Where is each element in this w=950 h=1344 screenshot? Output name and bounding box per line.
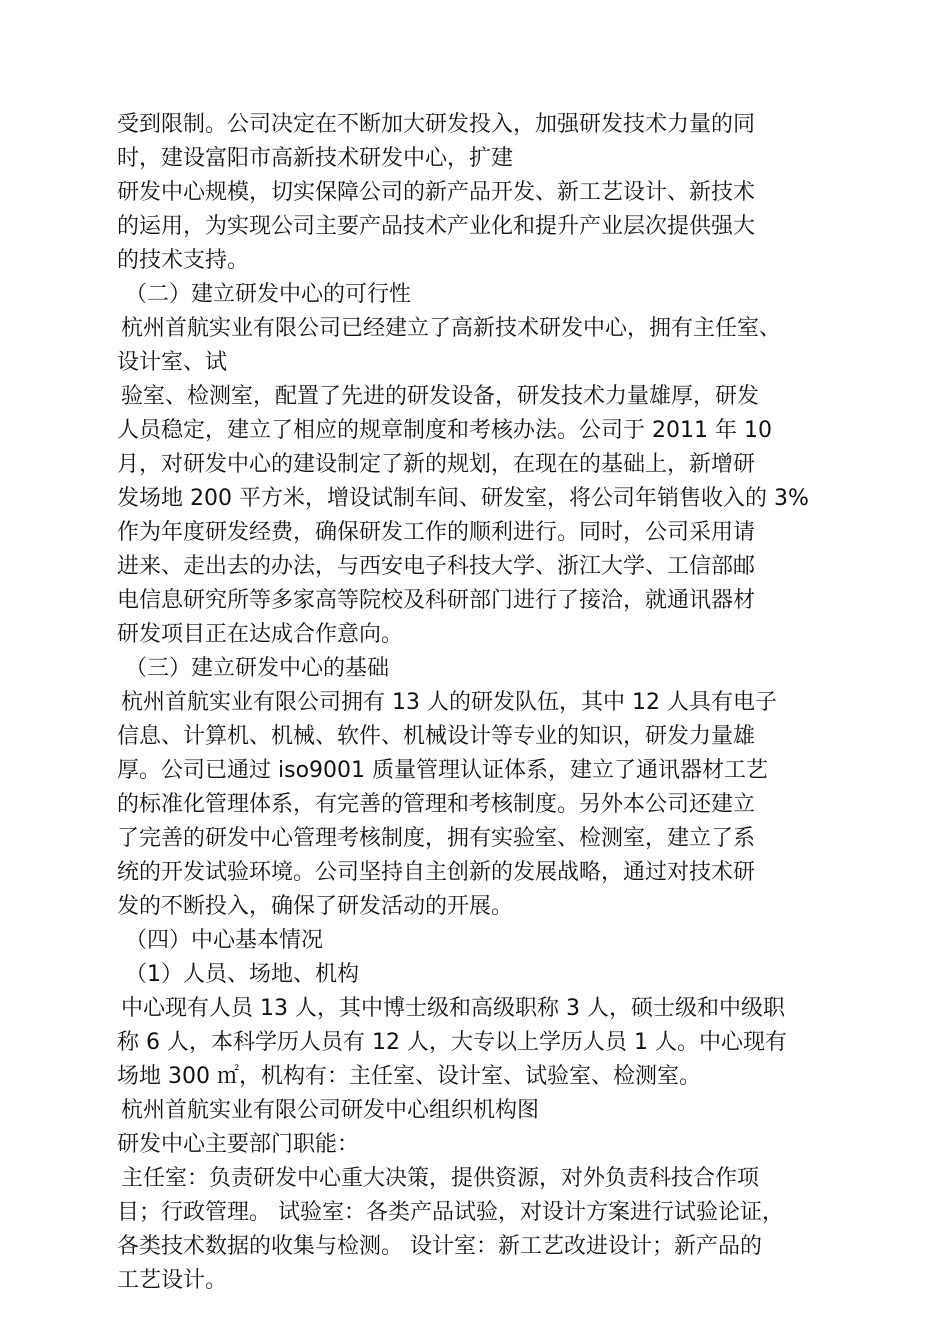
text-line: 统的开发试验环境。公司坚持自主创新的发展战略，通过对技术研 — [117, 860, 756, 885]
text-line: 设计室、试 — [117, 350, 228, 375]
text-line: 月，对研发中心的建设制定了新的规划，在现在的基础上，新增研 — [117, 452, 756, 477]
text-line: 了完善的研发中心管理考核制度，拥有实验室、检测室，建立了系 — [117, 826, 756, 851]
text-line: 人员稳定，建立了相应的规章制度和考核办法。公司于 2011 年 10 — [117, 418, 772, 443]
text-line: 进来、走出去的办法，与西安电子科技大学、浙江大学、工信部邮 — [117, 554, 756, 579]
text-line: 验室、检测室，配置了先进的研发设备，研发技术力量雄厚，研发 — [121, 384, 760, 409]
text-line: 的运用，为实现公司主要产品技术产业化和提升产业层次提供强大 — [117, 214, 756, 239]
text-line: 发的不断投入，确保了研发活动的开展。 — [117, 894, 514, 919]
text-line: 称 6 人，本科学历人员有 12 人，大专以上学历人员 1 人。中心现有 — [117, 1030, 787, 1055]
text-line: 中心现有人员 13 人，其中博士级和高级职称 3 人，硕士级和中级职 — [121, 996, 785, 1021]
text-line: 场地 300 ㎡，机构有：主任室、设计室、试验室、检测室。 — [117, 1064, 701, 1089]
section-heading: （三）建立研发中心的基础 — [125, 656, 390, 681]
text-line: 工艺设计。 — [117, 1268, 228, 1293]
text-line: 杭州首航实业有限公司研发中心组织机构图 — [121, 1098, 540, 1123]
text-line: 研发中心主要部门职能： — [117, 1132, 360, 1157]
text-line: 杭州首航实业有限公司拥有 13 人的研发队伍，其中 12 人具有电子 — [121, 690, 777, 715]
text-line: 作为年度研发经费，确保研发工作的顺利进行。同时，公司采用请 — [117, 520, 756, 545]
text-line: 发场地 200 平方米，增设试制车间、研发室，将公司年销售收入的 3% — [117, 486, 809, 511]
text-line: 杭州首航实业有限公司已经建立了高新技术研发中心，拥有主任室、 — [121, 316, 782, 341]
text-line: 的技术支持。 — [117, 248, 250, 273]
section-heading: （四）中心基本情况 — [125, 928, 324, 953]
text-line: 的标准化管理体系，有完善的管理和考核制度。另外本公司还建立 — [117, 792, 756, 817]
text-line: 目；行政管理。 试验室：各类产品试验，对设计方案进行试验论证， — [117, 1200, 784, 1225]
text-line: 受到限制。公司决定在不断加大研发投入，加强研发技术力量的同 — [117, 112, 756, 137]
text-line: 厚。公司已通过 iso9001 质量管理认证体系，建立了通讯器材工艺 — [117, 758, 769, 783]
section-heading: （二）建立研发中心的可行性 — [125, 282, 412, 307]
text-line: 主任室：负责研发中心重大决策，提供资源，对外负责科技合作项 — [121, 1166, 760, 1191]
document-body — [117, 108, 877, 1298]
text-line: 信息、计算机、机械、软件、机械设计等专业的知识，研发力量雄 — [117, 724, 756, 749]
text-line: 时，建设富阳市高新技术研发中心，扩建 — [117, 146, 514, 171]
subsection-heading: （1）人员、场地、机构 — [125, 962, 359, 987]
text-line: 研发项目正在达成合作意向。 — [117, 622, 404, 647]
text-line: 电信息研究所等多家高等院校及科研部门进行了接洽，就通讯器材 — [117, 588, 756, 613]
text-line: 各类技术数据的收集与检测。 设计室：新工艺改进设计；新产品的 — [117, 1234, 762, 1259]
text-line: 研发中心规模，切实保障公司的新产品开发、新工艺设计、新技术 — [117, 180, 756, 205]
